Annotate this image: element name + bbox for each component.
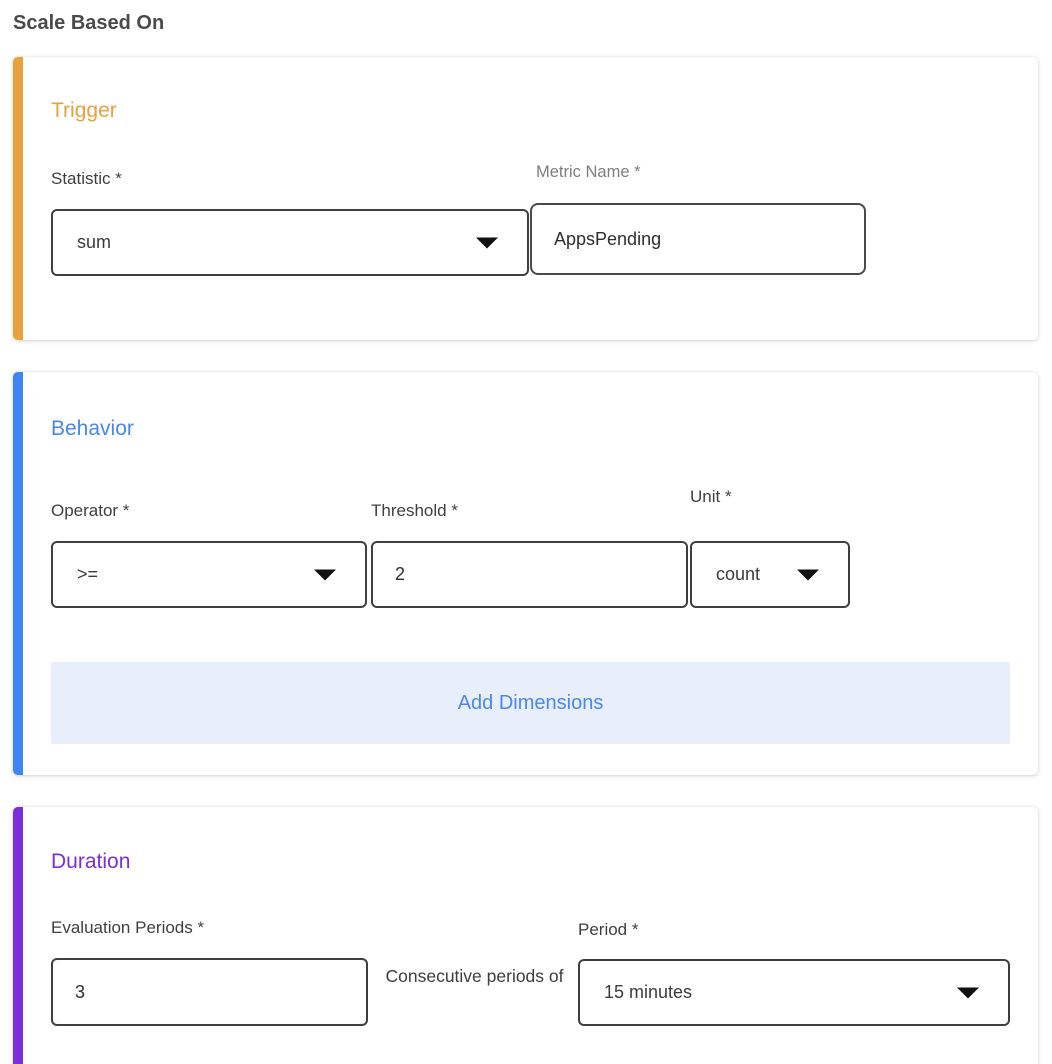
unit-select[interactable] — [690, 541, 850, 608]
operator-select-value: >= — [77, 564, 99, 584]
period-select[interactable] — [578, 959, 1010, 1026]
unit-label: Unit * — [690, 487, 732, 506]
chevron-down-icon — [797, 569, 819, 580]
duration-card-title: Duration — [51, 850, 131, 873]
metric-name-label: Metric Name * — [536, 163, 641, 181]
threshold-input[interactable] — [371, 541, 688, 608]
operator-label: Operator * — [51, 501, 130, 520]
statistic-select-value: sum — [77, 232, 112, 252]
add-dimensions-button[interactable]: Add Dimensions — [51, 662, 1010, 744]
chevron-down-icon — [476, 237, 498, 248]
statistic-select[interactable] — [51, 209, 529, 276]
period-select-value: 15 minutes — [604, 982, 693, 1002]
behavior-card-title: Behavior — [51, 417, 134, 440]
period-label: Period * — [578, 920, 639, 939]
evaluation-periods-input[interactable] — [51, 958, 368, 1026]
statistic-label: Statistic * — [51, 169, 122, 188]
trigger-card — [13, 57, 1038, 340]
page-title: Scale Based On — [13, 12, 165, 34]
unit-select-value: count — [716, 564, 761, 584]
chevron-down-icon — [314, 569, 336, 580]
metric-name-input[interactable] — [530, 203, 866, 275]
evaluation-periods-label: Evaluation Periods * — [51, 918, 205, 937]
threshold-label: Threshold * — [371, 501, 458, 520]
operator-select[interactable] — [51, 541, 367, 608]
chevron-down-icon — [957, 987, 979, 998]
trigger-card-title: Trigger — [51, 99, 117, 122]
consecutive-periods-text: Consecutive periods of — [385, 966, 564, 986]
